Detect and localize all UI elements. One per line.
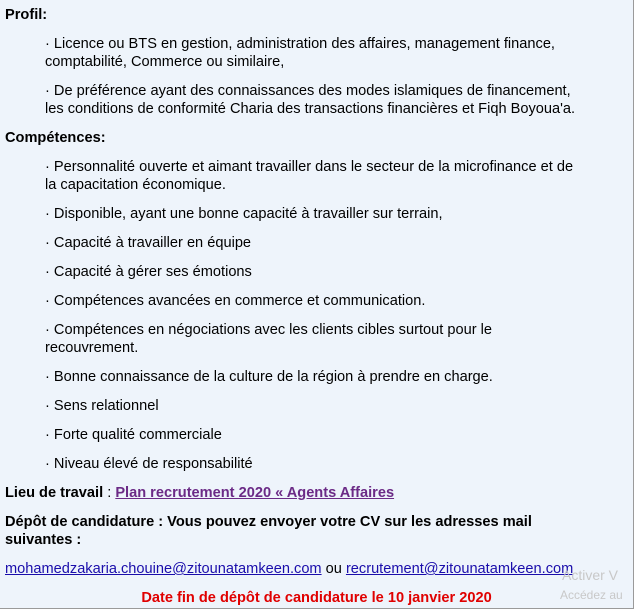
email-line xyxy=(5,560,573,578)
depot-label-line1: Dépôt de candidature : Vous pouvez envoyer votre CV sur les adresses mail xyxy=(5,514,532,530)
email-link-2[interactable]: recrutement@zitounatamkeen.com xyxy=(345,561,574,577)
plan-recrutement-link[interactable]: Plan recrutement 2020 « Agents Affaires xyxy=(115,485,395,501)
email-link-1[interactable]: mohamedzakaria.chouine@zitounatamkeen.com xyxy=(5,561,322,577)
competences-heading: Compétences: xyxy=(5,130,106,146)
competence-item-9: · Forte qualité commerciale xyxy=(45,427,222,443)
competence-item-3: · Capacité à travailler en équipe xyxy=(45,235,252,251)
lieu-separator: : xyxy=(103,485,116,501)
profil-item-2-line2: les conditions de conformité Charia des transactions financières et Fiqh Boyoua'a. xyxy=(45,101,576,117)
date-fin-notice: Date fin de dépôt de candidature le 10 janvier 2020 xyxy=(141,590,492,606)
competence-item-1-line2: la capacitation économique. xyxy=(45,177,226,193)
competence-item-5: · Compétences avancées en commerce et communication. xyxy=(45,293,426,309)
profil-item-1-line1: · Licence ou BTS en gestion, administration des affaires, management finance, xyxy=(45,36,555,52)
competence-item-2: · Disponible, ayant une bonne capacité à travailler sur terrain, xyxy=(45,206,443,222)
depot-label-line2: suivantes : xyxy=(5,532,82,548)
profil-heading: Profil: xyxy=(5,7,48,23)
activation-watermark-line1: Activer V xyxy=(562,567,619,583)
competence-item-6-line2: recouvrement. xyxy=(45,340,139,356)
email-separator: ou xyxy=(321,561,346,577)
lieu-de-travail xyxy=(5,484,394,502)
competence-item-8: · Sens relationnel xyxy=(45,398,159,414)
profil-item-2-line1: · De préférence ayant des connaissances des modes islamiques de financement, xyxy=(45,83,571,99)
competence-item-6-line1: · Compétences en négociations avec les clients cibles surtout pour le xyxy=(45,322,492,338)
lieu-label: Lieu de travail xyxy=(5,485,104,501)
activation-watermark-line2: Accédez au xyxy=(560,588,623,602)
competence-item-1-line1: · Personnalité ouverte et aimant travailler dans le secteur de la microfinance et de xyxy=(45,159,574,175)
competence-item-10: · Niveau élevé de responsabilité xyxy=(45,456,253,472)
competence-item-4: · Capacité à gérer ses émotions xyxy=(45,264,252,280)
profil-item-1-line2: comptabilité, Commerce ou similaire, xyxy=(45,54,285,70)
competence-item-7: · Bonne connaissance de la culture de la région à prendre en charge. xyxy=(45,369,493,385)
